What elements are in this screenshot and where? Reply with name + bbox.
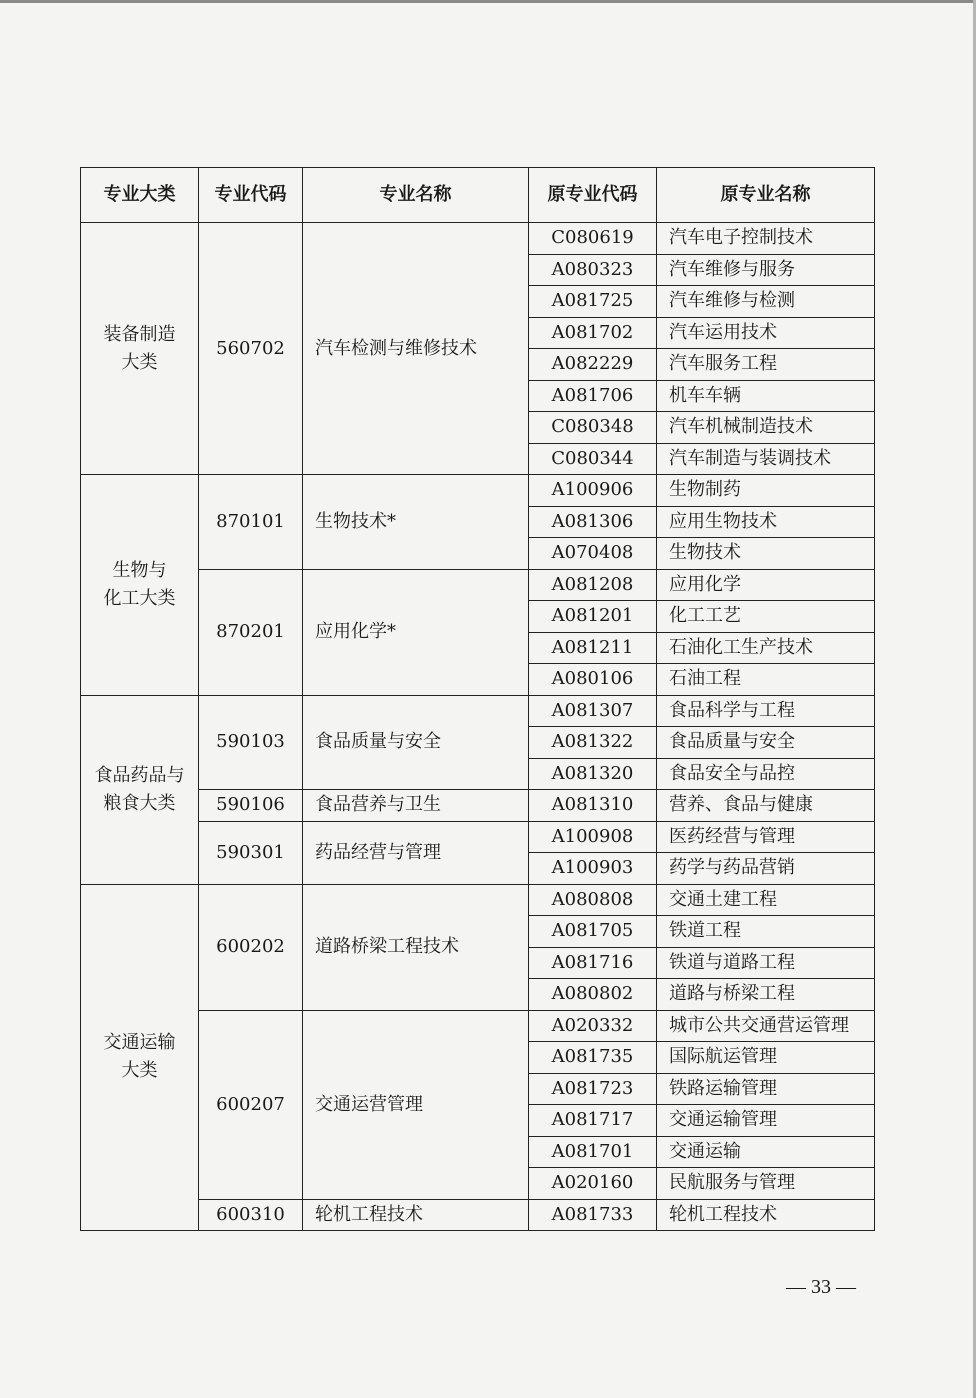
original-code-cell: A081211 [529, 632, 657, 664]
original-name-cell: 生物技术 [657, 538, 875, 570]
original-name-cell: 应用生物技术 [657, 506, 875, 538]
original-code-cell: A080808 [529, 884, 657, 916]
table-row [81, 223, 875, 255]
original-name-cell: 生物制药 [657, 475, 875, 507]
original-code-cell: C080344 [529, 443, 657, 475]
original-name-cell: 汽车服务工程 [657, 349, 875, 381]
major-code-cell: 870201 [199, 569, 303, 695]
original-name-cell: 汽车运用技术 [657, 317, 875, 349]
original-code-cell: A100906 [529, 475, 657, 507]
original-code-cell: A081733 [529, 1199, 657, 1231]
category-cell: 生物与 化工大类 [81, 475, 199, 696]
major-code-cell: 600207 [199, 1010, 303, 1199]
major-code-cell: 590106 [199, 790, 303, 822]
original-code-cell: A081705 [529, 916, 657, 948]
major-code-cell: 870101 [199, 475, 303, 570]
original-name-cell: 民航服务与管理 [657, 1168, 875, 1200]
original-name-cell: 食品科学与工程 [657, 695, 875, 727]
major-name-cell: 食品质量与安全 [303, 695, 529, 790]
category-cell: 食品药品与 粮食大类 [81, 695, 199, 884]
original-name-cell: 轮机工程技术 [657, 1199, 875, 1231]
original-name-cell: 汽车制造与装调技术 [657, 443, 875, 475]
table-row [81, 1010, 875, 1042]
original-name-cell: 药学与药品营销 [657, 853, 875, 885]
original-code-cell: A081320 [529, 758, 657, 790]
majors-table-container [80, 167, 874, 1231]
table-row [81, 884, 875, 916]
original-code-cell: A082229 [529, 349, 657, 381]
category-cell: 交通运输 大类 [81, 884, 199, 1231]
original-name-cell: 食品质量与安全 [657, 727, 875, 759]
original-name-cell: 交通运输 [657, 1136, 875, 1168]
table-body [81, 223, 875, 1231]
category-cell: 装备制造 大类 [81, 223, 199, 475]
original-code-cell: A081307 [529, 695, 657, 727]
original-name-cell: 汽车维修与服务 [657, 254, 875, 286]
original-code-cell: A081706 [529, 380, 657, 412]
original-code-cell: A080106 [529, 664, 657, 696]
original-name-cell: 交通土建工程 [657, 884, 875, 916]
header-name: 专业名称 [303, 168, 529, 223]
original-name-cell: 机车车辆 [657, 380, 875, 412]
major-name-cell: 道路桥梁工程技术 [303, 884, 529, 1010]
original-code-cell: A100903 [529, 853, 657, 885]
original-code-cell: A020332 [529, 1010, 657, 1042]
major-code-cell: 600310 [199, 1199, 303, 1231]
header-category: 专业大类 [81, 168, 199, 223]
original-name-cell: 化工工艺 [657, 601, 875, 633]
header-code: 专业代码 [199, 168, 303, 223]
original-name-cell: 医药经营与管理 [657, 821, 875, 853]
original-name-cell: 铁道与道路工程 [657, 947, 875, 979]
major-name-cell: 药品经营与管理 [303, 821, 529, 884]
original-code-cell: A020160 [529, 1168, 657, 1200]
major-name-cell: 轮机工程技术 [303, 1199, 529, 1231]
original-name-cell: 交通运输管理 [657, 1105, 875, 1137]
original-code-cell: A081702 [529, 317, 657, 349]
original-code-cell: A080323 [529, 254, 657, 286]
major-code-cell: 590301 [199, 821, 303, 884]
major-code-cell: 590103 [199, 695, 303, 790]
original-code-cell: A081723 [529, 1073, 657, 1105]
original-code-cell: A081725 [529, 286, 657, 318]
major-code-cell: 600202 [199, 884, 303, 1010]
major-name-cell: 汽车检测与维修技术 [303, 223, 529, 475]
original-name-cell: 城市公共交通营运管理 [657, 1010, 875, 1042]
original-code-cell: A081716 [529, 947, 657, 979]
table-row [81, 790, 875, 822]
original-name-cell: 国际航运管理 [657, 1042, 875, 1074]
original-name-cell: 汽车电子控制技术 [657, 223, 875, 255]
table-row [81, 569, 875, 601]
original-code-cell: A070408 [529, 538, 657, 570]
major-name-cell: 生物技术* [303, 475, 529, 570]
table-row [81, 475, 875, 507]
original-code-cell: A081310 [529, 790, 657, 822]
original-code-cell: A081717 [529, 1105, 657, 1137]
table-row [81, 821, 875, 853]
header-original-name: 原专业名称 [657, 168, 875, 223]
page-number: — 33 — [786, 1276, 856, 1298]
original-code-cell: A081701 [529, 1136, 657, 1168]
scan-edge-top [0, 0, 976, 3]
original-code-cell: A081201 [529, 601, 657, 633]
original-name-cell: 石油化工生产技术 [657, 632, 875, 664]
original-name-cell: 应用化学 [657, 569, 875, 601]
original-code-cell: A080802 [529, 979, 657, 1011]
original-name-cell: 石油工程 [657, 664, 875, 696]
original-name-cell: 汽车机械制造技术 [657, 412, 875, 444]
original-name-cell: 汽车维修与检测 [657, 286, 875, 318]
major-name-cell: 食品营养与卫生 [303, 790, 529, 822]
original-code-cell: A081306 [529, 506, 657, 538]
major-code-cell: 560702 [199, 223, 303, 475]
original-code-cell: A081735 [529, 1042, 657, 1074]
original-code-cell: C080619 [529, 223, 657, 255]
original-code-cell: A081208 [529, 569, 657, 601]
original-name-cell: 营养、食品与健康 [657, 790, 875, 822]
original-name-cell: 食品安全与品控 [657, 758, 875, 790]
table-row [81, 1199, 875, 1231]
header-original-code: 原专业代码 [529, 168, 657, 223]
original-code-cell: A100908 [529, 821, 657, 853]
original-code-cell: A081322 [529, 727, 657, 759]
original-name-cell: 铁路运输管理 [657, 1073, 875, 1105]
major-name-cell: 交通运营管理 [303, 1010, 529, 1199]
original-name-cell: 道路与桥梁工程 [657, 979, 875, 1011]
major-name-cell: 应用化学* [303, 569, 529, 695]
majors-table [80, 167, 875, 1231]
original-code-cell: C080348 [529, 412, 657, 444]
table-header-row [81, 168, 875, 223]
original-name-cell: 铁道工程 [657, 916, 875, 948]
table-row [81, 695, 875, 727]
